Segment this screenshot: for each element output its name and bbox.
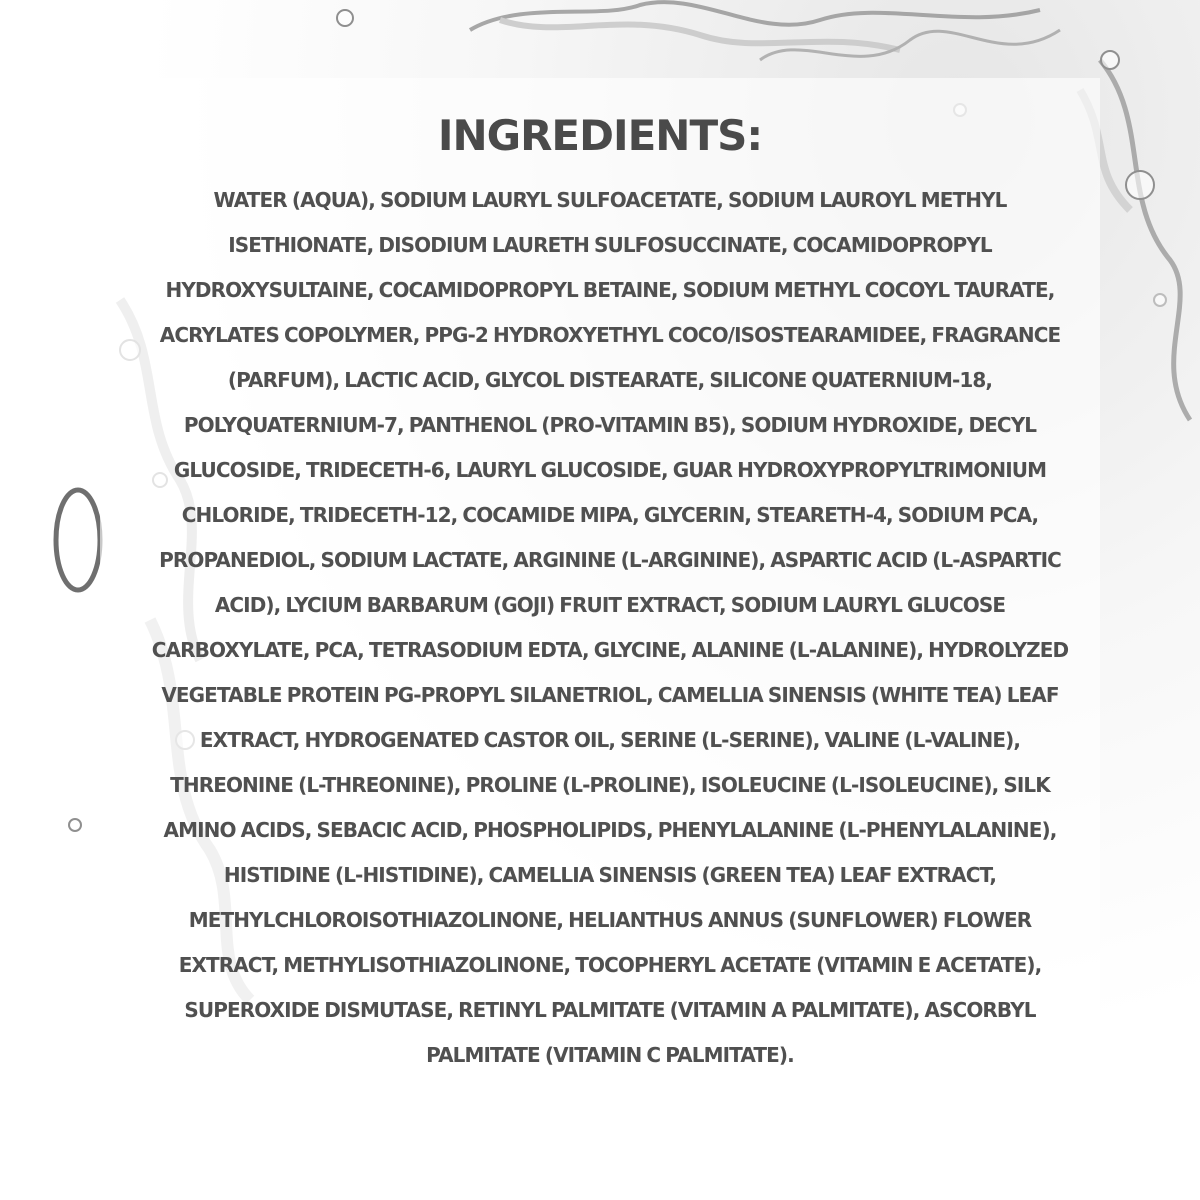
ingredient-line: GLUCOSIDE, TRIDECETH-6, LAURYL GLUCOSIDE, GUAR HYDROXYPROPYLTRIMONIUM bbox=[173, 458, 1047, 482]
ingredient-line: PROPANEDIOL, SODIUM LACTATE, ARGININE (L-ARGININE), ASPARTIC ACID (L-ASPARTIC bbox=[159, 548, 1061, 572]
ingredient-line: VEGETABLE PROTEIN PG-PROPYL SILANETRIOL, CAMELLIA SINENSIS (WHITE TEA) LEAF bbox=[161, 683, 1059, 707]
ingredient-line: SUPEROXIDE DISMUTASE, RETINYL PALMITATE (VITAMIN A PALMITATE), ASCORBYL bbox=[184, 998, 1036, 1022]
ingredient-line: THREONINE (L-THREONINE), PROLINE (L-PROLINE), ISOLEUCINE (L-ISOLEUCINE), SILK bbox=[170, 773, 1050, 797]
ingredient-line: AMINO ACIDS, SEBACIC ACID, PHOSPHOLIPIDS, PHENYLALANINE (L-PHENYLALANINE), bbox=[163, 818, 1057, 842]
ingredient-line: CARBOXYLATE, PCA, TETRASODIUM EDTA, GLYCINE, ALANINE (L-ALANINE), HYDROLYZED bbox=[151, 638, 1069, 662]
ingredient-line: PALMITATE (VITAMIN C PALMITATE). bbox=[426, 1043, 794, 1067]
ingredient-line: WATER (AQUA), SODIUM LAURYL SULFOACETATE, SODIUM LAUROYL METHYL bbox=[213, 188, 1007, 212]
ingredient-line: ACRYLATES COPOLYMER, PPG-2 HYDROXYETHYL COCO/ISOSTEARAMIDEE, FRAGRANCE bbox=[159, 323, 1061, 347]
page-title: INGREDIENTS: bbox=[437, 111, 763, 160]
ingredient-line: CHLORIDE, TRIDECETH-12, COCAMIDE MIPA, GLYCERIN, STEARETH-4, SODIUM PCA, bbox=[181, 503, 1039, 527]
ingredient-line: ISETHIONATE, DISODIUM LAURETH SULFOSUCCINATE, COCAMIDOPROPYL bbox=[228, 233, 992, 257]
ingredient-line: POLYQUATERNIUM-7, PANTHENOL (PRO-VITAMIN B5), SODIUM HYDROXIDE, DECYL bbox=[183, 413, 1037, 437]
ingredient-line: ACID), LYCIUM BARBARUM (GOJI) FRUIT EXTRACT, SODIUM LAURYL GLUCOSE bbox=[214, 593, 1006, 617]
ingredient-line: HISTIDINE (L-HISTIDINE), CAMELLIA SINENSIS (GREEN TEA) LEAF EXTRACT, bbox=[223, 863, 997, 887]
ingredient-line: EXTRACT, HYDROGENATED CASTOR OIL, SERINE (L-SERINE), VALINE (L-VALINE), bbox=[199, 728, 1021, 752]
ingredient-line: HYDROXYSULTAINE, COCAMIDOPROPYL BETAINE, SODIUM METHYL COCOYL TAURATE, bbox=[165, 278, 1055, 302]
ingredient-line: EXTRACT, METHYLISOTHIAZOLINONE, TOCOPHERYL ACETATE (VITAMIN E ACETATE), bbox=[178, 953, 1042, 977]
ingredient-line: METHYLCHLOROISOTHIAZOLINONE, HELIANTHUS ANNUS (SUNFLOWER) FLOWER bbox=[188, 908, 1032, 932]
ingredient-line: (PARFUM), LACTIC ACID, GLYCOL DISTEARATE, SILICONE QUATERNIUM-18, bbox=[227, 368, 993, 392]
ingredients-list bbox=[140, 178, 1080, 1078]
